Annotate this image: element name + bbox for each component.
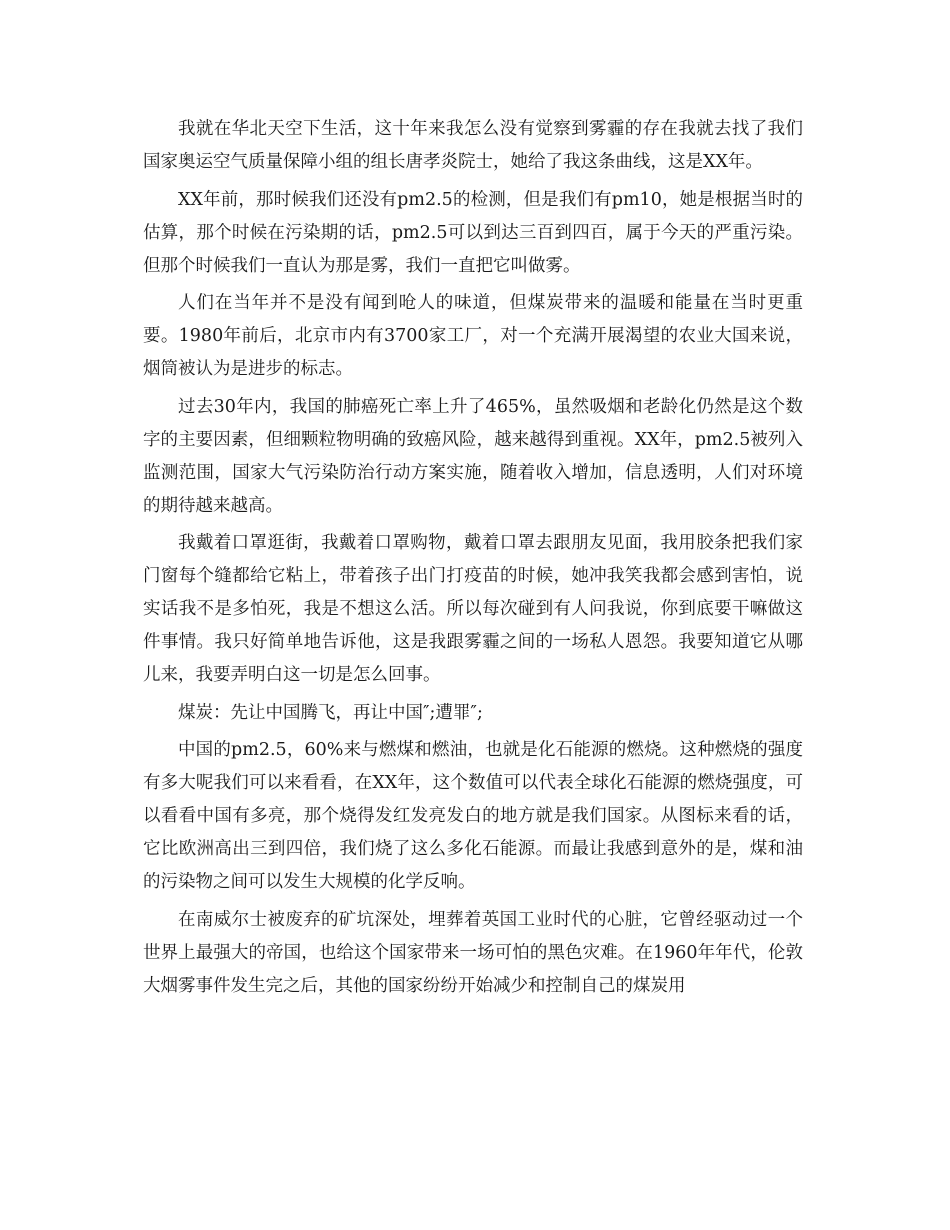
paragraph-2: XX年前，那时候我们还没有pm2.5的检测，但是我们有pm10，她是根据当时的估算，那个时候在污染期的话，pm2.5可以到达三百到四百，属于今天的严重污染。但那个时候我们一直认为那是雾，我们一直把它叫做雾。 (143, 189, 803, 276)
section-heading: 煤炭：先让中国腾飞，再让中国″;遭罪″; (178, 702, 483, 723)
paragraph-4: 过去30年内，我国的肺癌死亡率上升了465%，虽然吸烟和老龄化仍然是这个数字的主要因素，但细颗粒物明确的致癌风险，越来越得到重视。XX年，pm2.5被列入监测范围，国家大气污染防治行动方案实施，随着收入增加，信息透明，人们对环境的期待越来越高。 (143, 396, 803, 516)
paragraph-1: 我就在华北天空下生活，这十年来我怎么没有觉察到雾霾的存在我就去找了我们国家奥运空气质量保障小组的组长唐孝炎院士，她给了我这条曲线，这是XX年。 (143, 119, 803, 172)
document-page (143, 113, 803, 1007)
paragraph-6: 中国的pm2.5，60%来与燃煤和燃油，也就是化石能源的燃烧。这种燃烧的强度有多大呢我们可以来看看，在XX年，这个数值可以代表全球化石能源的燃烧强度，可以看看中国有多亮，那个烧得发红发亮发白的地方就是我们国家。从图标来看的话，它比欧洲高出三到四倍，我们烧了这么多化石能源。而最让我感到意外的是，煤和油的污染物之间可以发生大规模的化学反响。 (143, 740, 803, 892)
paragraph-7: 在南威尔士被废弃的矿坑深处，埋葬着英国工业时代的心脏，它曾经驱动过一个世界上最强大的帝国，也给这个国家带来一场可怕的黑色灾难。在1960年年代，伦敦大烟雾事件发生完之后，其他的国家纷纷开始减少和控制自己的煤炭用 (143, 909, 803, 996)
paragraph-5: 我戴着口罩逛街，我戴着口罩购物，戴着口罩去跟朋友见面，我用胶条把我们家门窗每个缝都给它粘上，带着孩子出门打疫苗的时候，她冲我笑我都会感到害怕，说实话我不是多怕死，我是不想这么活。所以每次碰到有人问我说，你到底要干嘛做这件事情。我只好简单地告诉他，这是我跟雾霾之间的一场私人恩怨。我要知道它从哪儿来，我要弄明白这一切是怎么回事。 (143, 533, 803, 685)
paragraph-3: 人们在当年并不是没有闻到呛人的味道，但煤炭带来的温暖和能量在当时更重要。1980年前后，北京市内有3700家工厂，对一个充满开展渴望的农业大国来说，烟筒被认为是进步的标志。 (143, 293, 803, 379)
